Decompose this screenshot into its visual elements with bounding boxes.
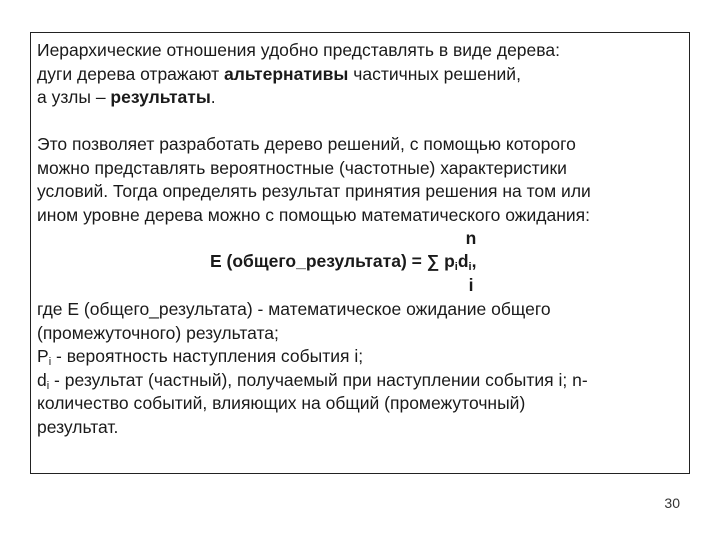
results-term: результаты xyxy=(110,87,211,107)
definition-line-2: (промежуточного) результата; xyxy=(37,322,279,343)
page-number: 30 xyxy=(664,495,680,511)
intro-line-1: Иерархические отношения удобно представлять в виде дерева: xyxy=(37,40,560,60)
result-text: - результат (частный), получаемый при наступлении события i; n- xyxy=(49,369,588,390)
sum-lower-index: i xyxy=(468,275,474,295)
intro-line-2 xyxy=(37,63,687,87)
decision-tree-paragraph xyxy=(37,133,687,227)
definition-line-5: количество событий, влияющих на общий (промежуточный) xyxy=(37,393,526,413)
probability-sub: i xyxy=(48,356,52,368)
intro-line-2-prefix: дуги дерева отражают xyxy=(37,63,224,84)
decision-tree-line-1: Это позволяет разработать дерево решений, с помощью которого xyxy=(37,134,576,154)
intro-line-2-suffix: частичных решений, xyxy=(348,63,521,84)
definition-line-6: результат. xyxy=(37,416,119,437)
formula-mid: d xyxy=(457,251,469,271)
decision-tree-line-2: можно представлять вероятностные (частотные) характеристики xyxy=(37,157,567,178)
intro-line-3-prefix: а узлы – xyxy=(37,87,111,107)
intro-paragraph xyxy=(37,39,687,110)
definition-line-1: где E (общего_результата) - математическое ожидание общего xyxy=(37,299,551,319)
decision-tree-line-4: ином уровне дерева можно с помощью математического ожидания: xyxy=(37,204,590,225)
alternatives-term: альтернативы xyxy=(223,63,349,84)
probability-var: P xyxy=(37,346,49,366)
formula-lhs: E (общего_результата) = ∑ p xyxy=(210,251,455,271)
sum-upper-limit: n xyxy=(465,228,477,248)
formula-expression xyxy=(210,250,476,274)
definitions-paragraph xyxy=(37,298,687,439)
intro-line-3-suffix: . xyxy=(210,87,216,107)
formula-sub-1: i xyxy=(454,261,458,273)
result-var: d xyxy=(37,369,47,390)
intro-line-3 xyxy=(37,86,687,110)
definition-line-4 xyxy=(37,369,687,393)
formula-tail: , xyxy=(471,251,477,271)
formula-sub-2: i xyxy=(468,261,472,273)
definition-line-3 xyxy=(37,345,687,369)
decision-tree-line-3: условий. Тогда определять результат принятия решения на том или xyxy=(37,181,591,201)
probability-text: - вероятность наступления события i; xyxy=(51,346,364,366)
result-sub: i xyxy=(46,379,50,392)
